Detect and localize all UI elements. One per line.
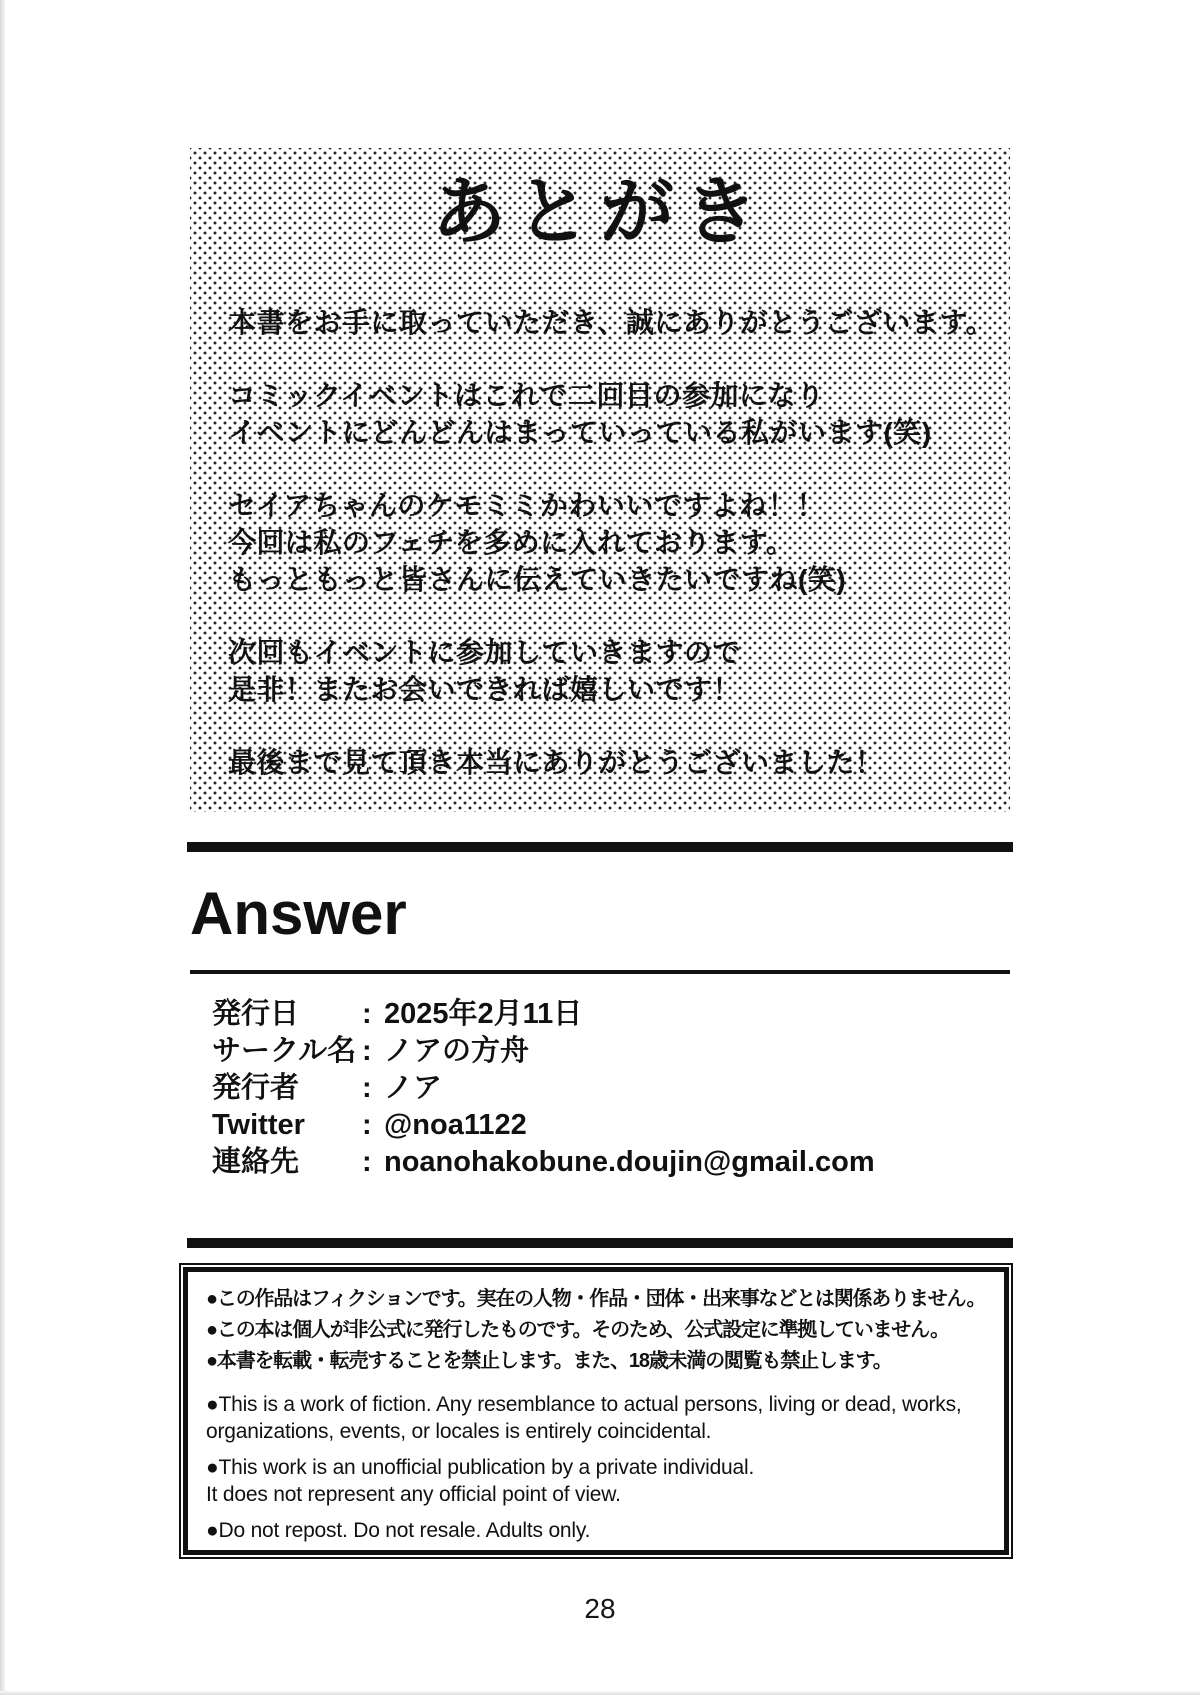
disclaimer-en-text: This work is an unofficial publication by a private individual. It does not represent any official point of view. bbox=[206, 1456, 755, 1506]
colophon-rule bbox=[190, 970, 1010, 974]
disclaimer-jp-text: 本書を転載・転売することを禁止します。また、18歳未満の閲覧も禁止します。 bbox=[216, 1350, 892, 1372]
colophon-row bbox=[212, 1144, 992, 1181]
afterword-paragraph: 本書をお手に取っていただき、誠にありがとうございます。 bbox=[228, 307, 995, 338]
scan-edge-bottom bbox=[0, 1691, 1200, 1695]
disclaimer-en-item bbox=[206, 1517, 986, 1544]
colophon-value: ノア bbox=[384, 1072, 443, 1104]
page-number: 28 bbox=[584, 1593, 616, 1624]
colophon-colon: : bbox=[362, 1146, 372, 1178]
disclaimer-en-text: Do not repost. Do not resale. Adults only. bbox=[218, 1519, 591, 1542]
disclaimer-box-inner bbox=[183, 1267, 1009, 1555]
bullet-icon: ● bbox=[206, 1519, 219, 1542]
colophon-value: noanohakobune.doujin@gmail.com bbox=[384, 1146, 875, 1178]
bullet-icon: ● bbox=[206, 1393, 219, 1416]
colophon-row bbox=[212, 996, 992, 1033]
afterword-panel bbox=[190, 148, 1010, 812]
bullet-icon: ● bbox=[206, 1456, 219, 1479]
bullet-icon: ● bbox=[206, 1288, 217, 1310]
disclaimer-jp-item bbox=[206, 1284, 986, 1315]
afterword-paragraph: セイアちゃんのケモミミかわいいですよね！！ 今回は私のフェチを多めに入れております。 もっともっと皆さんに伝えていきたいですね(笑) bbox=[228, 490, 847, 595]
colophon-rows bbox=[212, 996, 992, 1181]
colophon-row bbox=[212, 1070, 992, 1107]
afterword-title: あとがき bbox=[432, 170, 768, 253]
divider-bar-top bbox=[187, 842, 1013, 852]
disclaimer-jp-text: この本は個人が非公式に発行したものです。そのため、公式設定に準拠していません。 bbox=[216, 1319, 949, 1341]
disclaimer-jp-item bbox=[206, 1315, 986, 1346]
bullet-icon: ● bbox=[206, 1350, 217, 1372]
colophon-colon: : bbox=[362, 998, 372, 1030]
colophon-row bbox=[212, 1107, 992, 1144]
disclaimer-en-list bbox=[206, 1391, 986, 1544]
colophon-label: サークル名 bbox=[212, 1035, 357, 1067]
disclaimer-en-item bbox=[206, 1391, 986, 1445]
disclaimer-jp-text: この作品はフィクションです。実在の人物・作品・団体・出来事などとは関係ありません。 bbox=[216, 1288, 986, 1310]
scan-edge-left bbox=[0, 0, 5, 1695]
disclaimer-en-item bbox=[206, 1454, 986, 1508]
divider-bar-bottom bbox=[187, 1238, 1013, 1248]
afterword-paragraph: 次回もイベントに参加していきますので 是非！またお会いできれば嬉しいです！ bbox=[228, 637, 742, 705]
colophon-label: 発行者 bbox=[212, 1072, 300, 1104]
afterword-paragraphs bbox=[190, 304, 1010, 781]
colophon-colon: : bbox=[362, 1072, 372, 1104]
colophon-label: Twitter bbox=[212, 1109, 305, 1141]
afterword-paragraph: コミックイベントはこれで二回目の参加になり イベントにどんどんはまっていっている私がいます(笑) bbox=[228, 380, 932, 448]
afterword-paragraph: 最後まで見て頂き本当にありがとうございました！ bbox=[228, 747, 884, 778]
disclaimer-jp-item bbox=[206, 1346, 986, 1377]
colophon-value: ノアの方舟 bbox=[384, 1035, 530, 1067]
disclaimer-en-text: This is a work of fiction. Any resemblance to actual persons, living or dead, works, organizations, events, or locales is entirely coincidental. bbox=[206, 1393, 962, 1443]
colophon-row bbox=[212, 1033, 992, 1070]
colophon-title: Answer bbox=[190, 880, 407, 947]
disclaimer-jp-list bbox=[206, 1284, 986, 1377]
bullet-icon: ● bbox=[206, 1319, 217, 1341]
colophon-value: @noa1122 bbox=[384, 1109, 527, 1141]
colophon-colon: : bbox=[362, 1109, 372, 1141]
colophon-label: 発行日 bbox=[212, 998, 300, 1030]
colophon-label: 連絡先 bbox=[212, 1146, 300, 1178]
colophon-colon: : bbox=[362, 1035, 372, 1067]
disclaimer-box bbox=[179, 1263, 1013, 1559]
colophon-value: 2025年2月11日 bbox=[384, 998, 583, 1030]
